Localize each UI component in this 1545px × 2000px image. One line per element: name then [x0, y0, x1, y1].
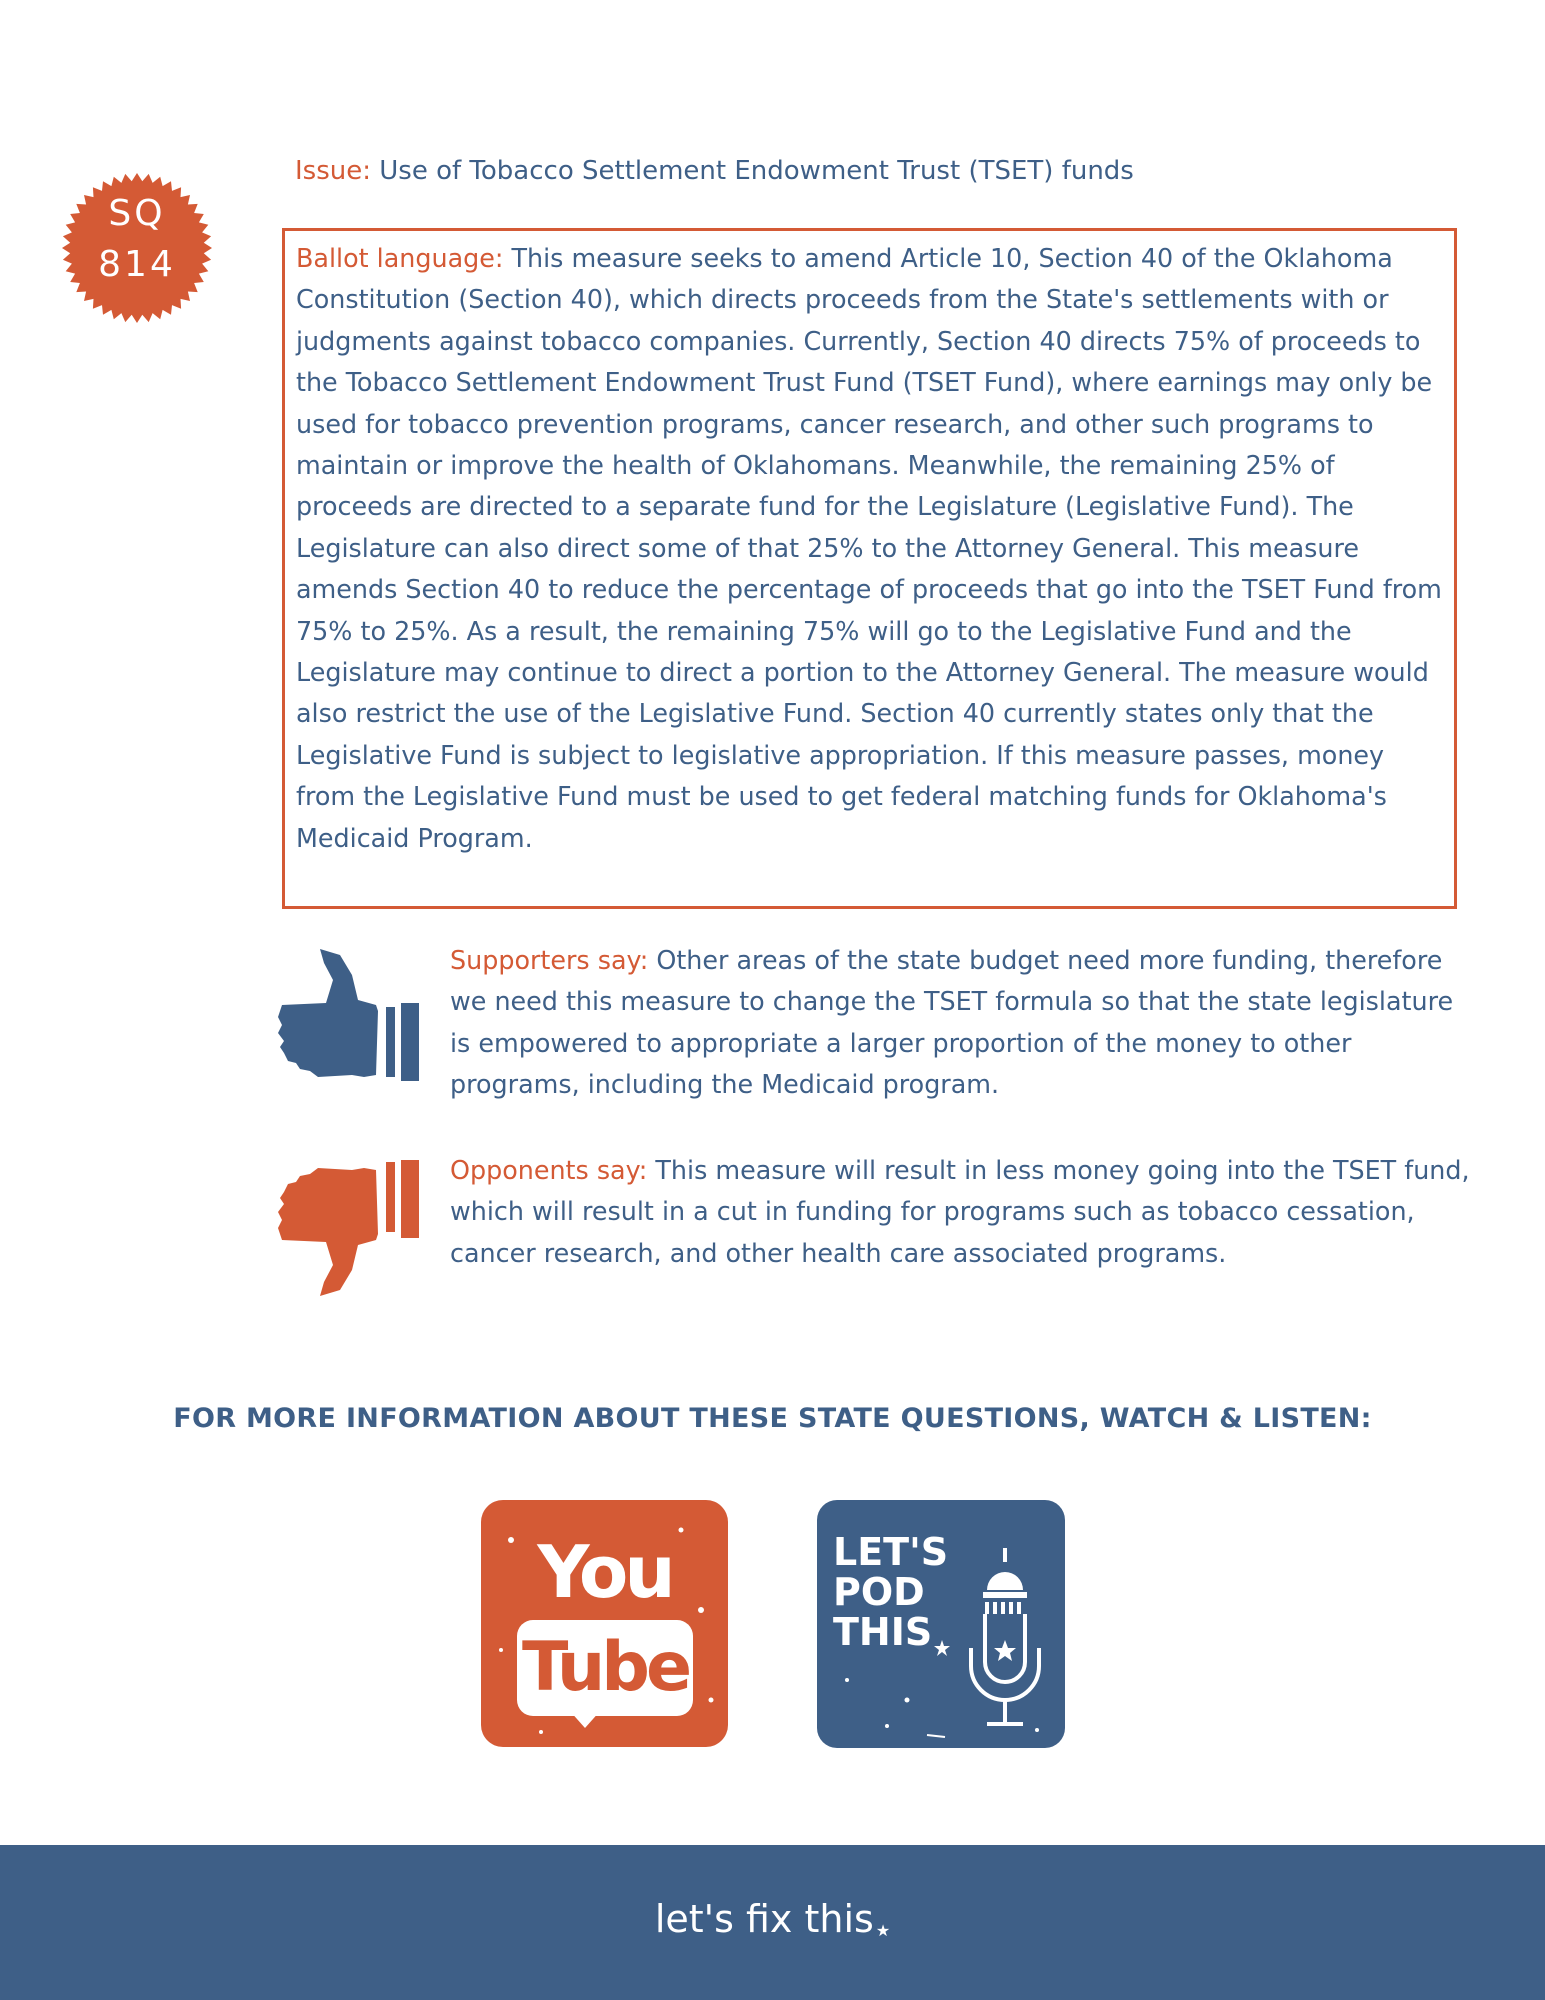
supporters-label: Supporters say: — [450, 945, 649, 975]
thumbs-down-icon — [278, 1158, 423, 1300]
ballot-language-paragraph — [296, 238, 1444, 859]
badge-line-2: 814 — [98, 244, 176, 285]
issue-label: Issue: — [295, 156, 371, 186]
opponents-text: This measure will result in less money going into the TSET fund, which will result in a cut in funding for programs such as tobacco cessation, cancer research, and other health care associated programs. — [450, 1155, 1470, 1268]
footer-tagline-text: let's fix this — [654, 1897, 874, 1941]
footer-tagline — [0, 1897, 1545, 1941]
footer-bar — [0, 1845, 1545, 2000]
star-icon: ★ — [875, 1921, 891, 1940]
ballot-label: Ballot language: — [296, 243, 504, 273]
ballot-language-box — [282, 228, 1457, 909]
youtube-logo-tube: Tube — [521, 1628, 689, 1707]
youtube-logo-you: You — [537, 1530, 672, 1614]
podcast-speckle-texture — [817, 1500, 1065, 1748]
ballot-text: This measure seeks to amend Article 10, Section 40 of the Oklahoma Constitution (Section 40), which directs proceeds from the State's settlements with or judgments against tobacco companies. Currently, Section 40 directs 75% of proceeds to the Tobacco Settlement Endowment Trust Fund (TSET Fund), where earnings may only be used for tobacco prevention programs, cancer research, and other such programs to maintain or improve the health of Oklahomans. Meanwhile, the remaining 25% of proceeds are directed to a separate fund for the Legislature (Legislative Fund). The Legislature can also direct some of that 25% to the Attorney General. This measure amends Section 40 to reduce the percentage of proceeds that go into the TSET Fund from 75% to 25%. As a result, the remaining 75% will go to the Legislative Fund and the Legislature may continue to direct a portion to the Attorney General. The measure would also restrict the use of the Legislative Fund. Section 40 currently states only that the Legislative Fund is subject to legislative appropriation. If this measure passes, money from the Legislative Fund must be used to get federal matching funds for Oklahoma's Medicaid Program. — [296, 243, 1442, 853]
podcast-title-line-2: POD — [833, 1570, 925, 1614]
podcast-link[interactable] — [817, 1500, 1065, 1748]
thumbs-up-icon — [278, 945, 423, 1087]
more-info-heading: FOR MORE INFORMATION ABOUT THESE STATE QUESTIONS, WATCH & LISTEN: — [173, 1403, 1372, 1434]
opponents-say — [450, 1150, 1470, 1274]
podcast-title-line-3: THIS — [833, 1610, 933, 1654]
youtube-link[interactable] — [481, 1500, 728, 1747]
supporters-say — [450, 940, 1470, 1106]
youtube-speckle-texture — [481, 1500, 728, 1747]
badge-line-1: SQ — [108, 193, 166, 234]
issue-text: Use of Tobacco Settlement Endowment Trust (TSET) funds — [371, 156, 1134, 186]
issue-line — [295, 154, 1445, 188]
podcast-title-line-1: LET'S — [833, 1530, 949, 1574]
supporters-text: Other areas of the state budget need more funding, therefore we need this measure to change the TSET formula so that the state legislature is empowered to appropriate a larger proportion of the money to other programs, including the Medicaid program. — [450, 945, 1454, 1100]
opponents-label: Opponents say: — [450, 1155, 648, 1185]
state-question-badge — [62, 158, 212, 338]
